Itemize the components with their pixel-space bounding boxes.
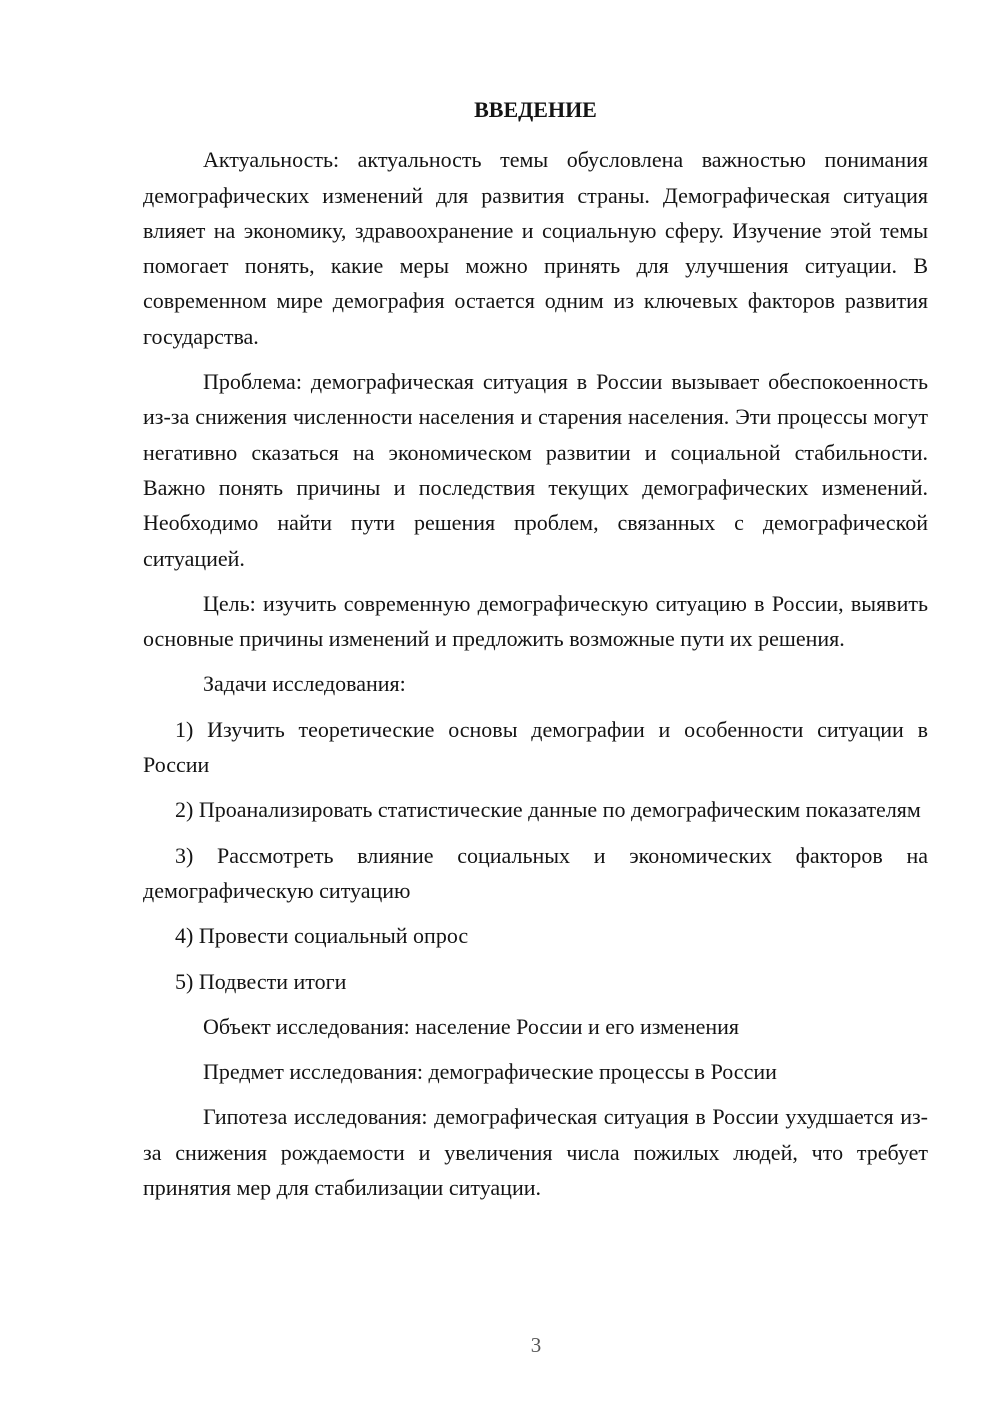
research-hypothesis: Гипотеза исследования: демографическая ситуация в России ухудшается из-за снижения рождаемости и увеличения числа пожилых людей, что требует принятия мер для стабилизации ситуации. [143,1104,928,1201]
tasks-heading: Задачи исследования: [203,671,406,697]
task-item-3: 3) Рассмотреть влияние социальных и экономических факторов на демографическую ситуацию [143,842,928,903]
task-item-5: 5) Подвести итоги [175,968,347,994]
goal-paragraph: Цель: изучить современную демографическую ситуацию в России, выявить основные причины изменений и предложить возможные пути их решения. [143,590,928,652]
section-heading: ВВЕДЕНИЕ [474,97,597,122]
task-item-2: 2) Проанализировать статистические данные по демографическим показателям [175,797,921,823]
relevance-paragraph: Актуальность: актуальность темы обусловлена важностью понимания демографических изменений для развития страны. Демографическая ситуация влияет на экономику, здравоохранение и социальную сферу. Изучение этой темы помогает понять, какие меры можно принять для улучшения ситуации. В современном мире демография остается одним из ключевых факторов развития государства. [143,147,928,349]
page-number: 3 [530,1333,542,1357]
research-object: Объект исследования: население России и его изменения [203,1013,740,1039]
problem-paragraph: Проблема: демографическая ситуация в России вызывает обеспокоенность из-за снижения численности населения и старения населения. Эти процессы могут негативно сказаться на экономическом развитии и социальной стабильности. Важно понять причины и последствия текущих демографических изменений. Необходимо найти пути решения проблем, связанных с демографической ситуацией. [143,369,928,571]
document-page [143,92,928,1215]
research-subject: Предмет исследования: демографические процессы в России [203,1059,777,1085]
task-item-1: 1) Изучить теоретические основы демографии и особенности ситуации в России [143,716,928,778]
task-item-4: 4) Провести социальный опрос [175,923,469,949]
